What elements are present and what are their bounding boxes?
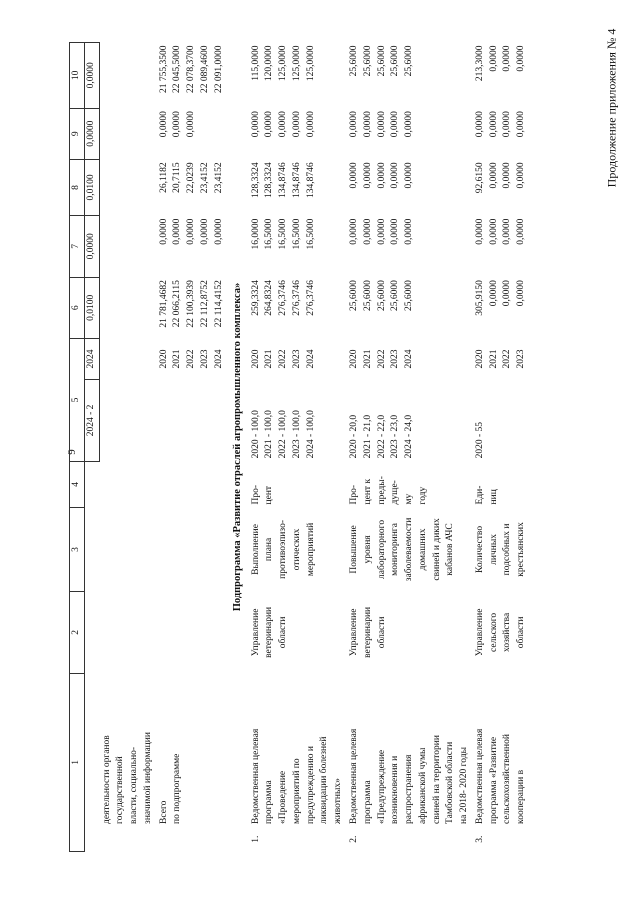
col-num-9: 9: [70, 108, 85, 159]
col-num-4: 4: [70, 461, 85, 507]
row-name: Ведомственная целевая программа «Развитие сельскохозяйственной кооперации в: [474, 728, 527, 824]
prev-col9: 0,0100: [84, 159, 99, 215]
row-executor: Управление ветеринарии области: [250, 606, 289, 658]
col-num-3: 3: [70, 507, 85, 591]
row-executor: Управление сельского хозяйства области: [474, 608, 527, 657]
col-num-5: 5: [70, 339, 85, 462]
page-number: 9: [66, 449, 78, 455]
row-col7: 0,0000 0,0000 0,0000 0,0000: [474, 218, 527, 245]
row-col10: 213,3000 0,0000 0,0000 0,0000: [474, 45, 527, 82]
row-indicator: Количество личных подсобных и крестьянских: [474, 522, 527, 577]
total-col9: 0,0000 0,0000 0,0000: [158, 111, 197, 138]
row-years: 2020 2021 2022 2023 2024: [250, 349, 316, 369]
table-row: [249, 43, 347, 852]
subprogram-title: Подпрограмма «Развитие отраслей агропромышленного комплекса»: [232, 282, 244, 612]
row-col7: 0,0000 0,0000 0,0000 0,0000 0,0000: [349, 218, 415, 245]
row-col10: 25,6000 25,6000 25,6000 25,6000 25,6000: [349, 45, 415, 77]
subprogram-heading-row: [227, 43, 248, 852]
col-num-1: 1: [70, 673, 85, 851]
row-col6: 259,3324 264,8324 276,3746 276,3746 276,3746: [250, 280, 316, 316]
total-col7: 0,0000 0,0000 0,0000 0,0000 0,0000: [158, 218, 224, 245]
row-index: 3.: [474, 835, 485, 843]
row-unit: Про- цент: [250, 484, 275, 505]
carry-over-text: деятельности органов государственной власти, социально- значимой информации: [101, 732, 153, 824]
prev-col7: 0,0100: [84, 277, 99, 338]
col-num-7: 7: [70, 216, 85, 277]
row-unit: Про- цент к преды- дуще- му году: [349, 476, 428, 505]
row-executor: Управление ветеринарии области: [349, 606, 387, 658]
row-col8: 128,3324 128,3324 134,8746 134,8746 134,8746: [250, 162, 316, 198]
rotated-table-sheet: [69, 42, 591, 852]
carry-over-row: [99, 43, 157, 852]
row-col9: 0,0000 0,0000 0,0000 0,0000 0,0000: [349, 111, 415, 138]
total-label: Всего по подпрограмме: [158, 753, 183, 824]
total-years: 2020 2021 2022 2023 2024: [158, 349, 224, 369]
prev-col10: 0,0000: [84, 108, 99, 159]
row-col7: 16,0000 16,5000 16,5000 16,5000 16,5000: [250, 218, 316, 250]
row-name: Ведомственная целевая программа «Предупреждение возникновения и распространения африканской чумы свиней на территории Тамбовской области на 2018- 2020 годы: [349, 728, 470, 824]
col-num-10: 10: [70, 43, 85, 109]
row-name: Ведомственная целевая программа «Проведение мероприятий по предупреждению и ликвидации болезней животных»: [250, 728, 344, 824]
row-years: 2020 2021 2022 2023 2024: [349, 349, 415, 369]
table-row: [347, 43, 473, 852]
prev-col11: 0,0000: [84, 43, 99, 109]
row-col9: 0,0000 0,0000 0,0000 0,0000 0,0000: [250, 111, 316, 138]
row-targets: 2020 - 100,0 2021 - 100,0 2022 - 100,0 2023 - 100,0 2024 - 100,0: [250, 410, 316, 459]
row-indicator: Повышение уровня лабораторного мониторинга заболеваемости домашних свиней и диких кабанов АЧС: [349, 517, 456, 582]
row-index: 1.: [250, 835, 261, 843]
row-col9: 0,0000 0,0000 0,0000 0,0000: [474, 111, 527, 138]
col-num-2: 2: [70, 591, 85, 673]
row-indicator: Выполнение плана противоэпизо- отических мероприятий: [250, 520, 316, 579]
total-row: [157, 43, 228, 852]
prev-col5: 2024 - 2: [84, 379, 99, 461]
row-col8: 0,0000 0,0000 0,0000 0,0000 0,0000: [349, 162, 415, 189]
total-col10: 21 755,3500 22 045,5000 22 078,3700 22 089,4600 22 091,0000: [158, 45, 224, 93]
total-col8: 26,1182 20,7115 22,0239 23,4152 23,4152: [158, 162, 224, 194]
previous-row-tail: [84, 43, 99, 852]
row-years: 2020 2021 2022 2023: [474, 349, 527, 369]
row-targets: 2020 - 20,0 2021 - 21,0 2022 - 22,0 2023 - 23,0 2024 - 24,0: [349, 414, 415, 459]
prev-col6: 2024: [84, 339, 99, 380]
column-number-row: [70, 43, 85, 852]
total-col6: 21 781,4682 22 066,2115 22 100,3939 22 112,8752 22 114,4152: [158, 280, 224, 328]
row-index: 2.: [349, 835, 359, 843]
row-col8: 92,6150 0,0000 0,0000 0,0000: [474, 162, 527, 194]
row-col6: 305,9150 0,0000 0,0000 0,0000: [474, 280, 527, 316]
row-col6: 25,6000 25,6000 25,6000 25,6000 25,6000: [349, 280, 415, 311]
row-col10: 115,0000 120,0000 125,0000 125,0000 125,0000: [250, 45, 316, 82]
appendix-label: Продолжение приложения № 4: [604, 28, 619, 188]
budget-table: [69, 42, 530, 852]
table-row: [473, 43, 530, 852]
col-num-6: 6: [70, 277, 85, 338]
row-unit: Еди- ниц: [474, 485, 499, 505]
prev-col8: 0,0000: [84, 216, 99, 277]
row-targets: 2020 - 55: [474, 421, 485, 459]
col-num-8: 8: [70, 159, 85, 215]
